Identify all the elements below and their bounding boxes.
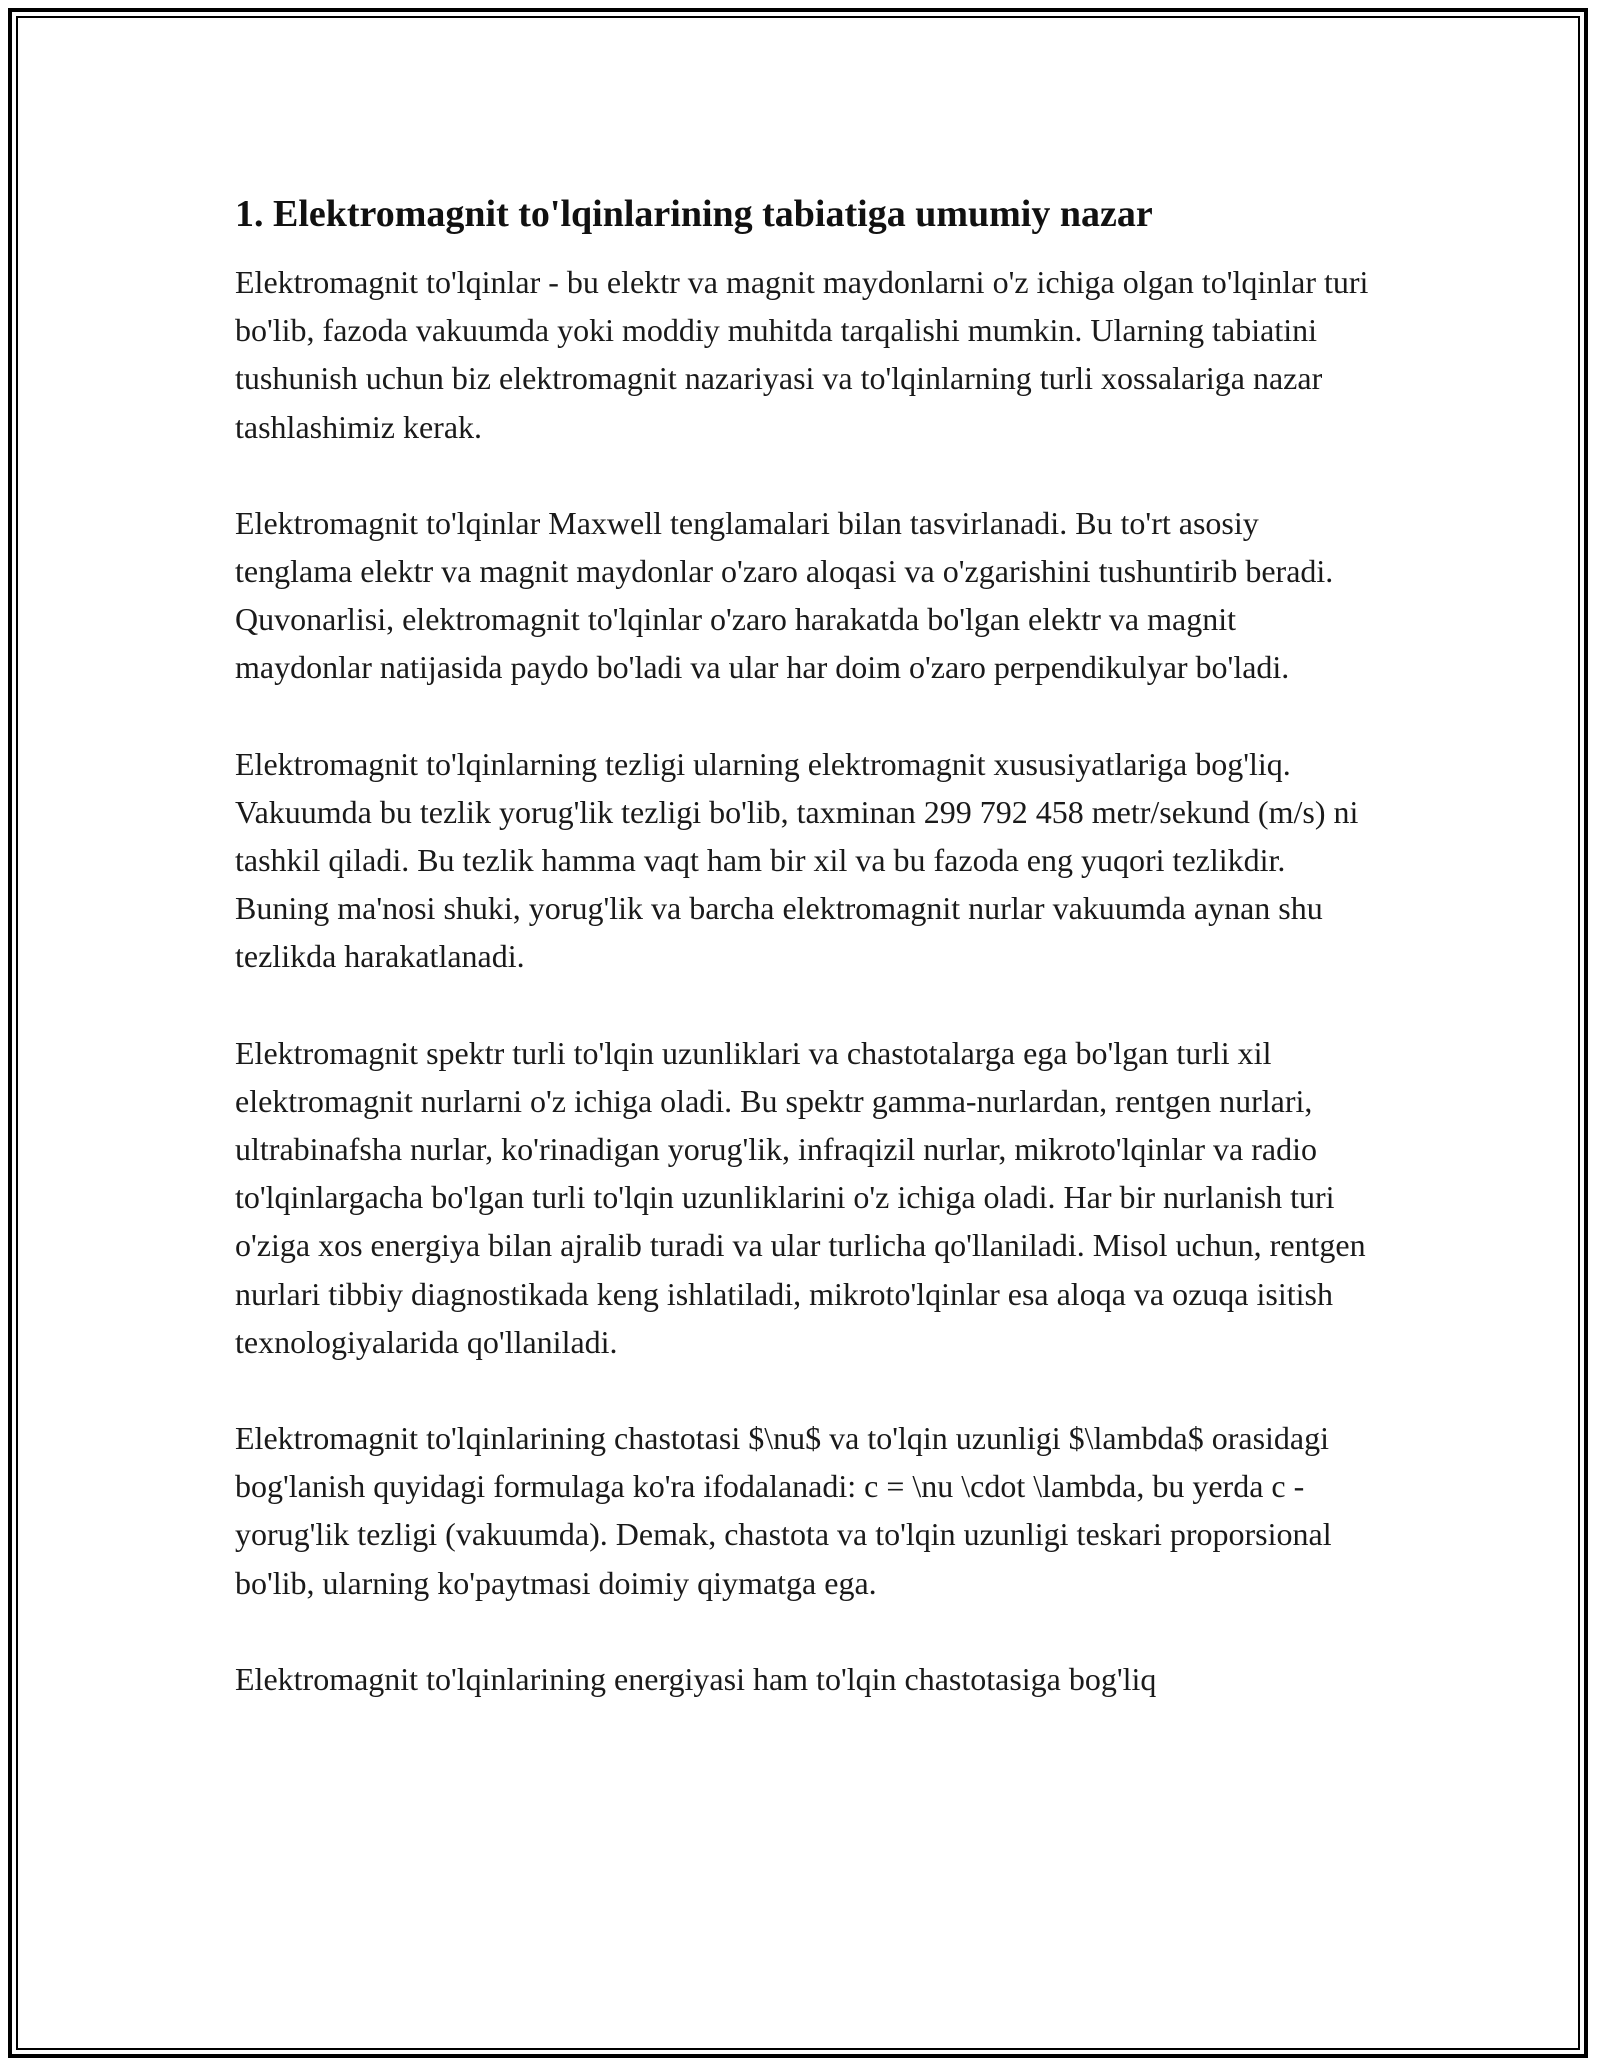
paragraph-energy: Elektromagnit to'lqinlarining energiyasi ham to'lqin chastotasiga bog'liq	[235, 1660, 1157, 1697]
paragraph-intro: Elektromagnit to'lqinlar - bu elektr va magnit maydonlarni o'z ichiga olgan to'lqinlar turi bo'lib, fazoda vakuumda yoki moddiy muhitda tarqalishi mumkin. Ularning tabiatini tushunish uchun biz elektromagnit nazariyasi va to'lqinlarning turli xossalariga nazar tashlashimiz kerak.	[235, 264, 1369, 445]
paragraph-speed: Elektromagnit to'lqinlarning tezligi ularning elektromagnit xususiyatlariga bog'liq. Vakuumda bu tezlik yorug'lik tezligi bo'lib, taxminan 299 792 458 metr/sekund (m/s) ni tashkil qiladi. Bu tezlik hamma vaqt ham bir xil va bu fazoda eng yuqori tezlikdir. Buning ma'nosi shuki, yorug'lik va barcha elektromagnit nurlar vakuumda aynan shu tezlikda harakatlanadi.	[235, 745, 1359, 975]
paragraph-spectrum: Elektromagnit spektr turli to'lqin uzunliklari va chastotalarga ega bo'lgan turli xil elektromagnit nurlarni o'z ichiga oladi. Bu spektr gamma-nurlardan, rentgen nurlari, ultrabinafsha nurlar, ko'rinadigan yorug'lik, infraqizil nurlar, mikroto'lqinlar va radio to'lqinlargacha bo'lgan turli to'lqin uzunliklarini o'z ichiga oladi. Har bir nurlanish turi o'ziga xos energiya bilan ajralib turadi va ular turlicha qo'llaniladi. Misol uchun, rentgen nurlari tibbiy diagnostikada keng ishlatiladi, mikroto'lqinlar esa aloqa va ozuqa isitish texnologiyalarida qo'llaniladi.	[235, 1034, 1366, 1360]
paragraph-frequency-wavelength: Elektromagnit to'lqinlarining chastotasi $\nu$ va to'lqin uzunligi $\lambda$ orasidagi bog'lanish quyidagi formulaga ko'ra ifodalanadi: c = \nu \cdot \lambda, bu yerda c - yorug'lik tezligi (vakuumda). Demak, chastota va to'lqin uzunligi teskari proporsional bo'lib, ularning ko'paytmasi doimiy qiymatga ega.	[235, 1420, 1332, 1601]
paragraph-maxwell: Elektromagnit to'lqinlar Maxwell tenglamalari bilan tasvirlanadi. Bu to'rt asosiy tenglama elektr va magnit maydonlar o'zaro aloqasi va o'zgarishini tushuntirib beradi. Quvonarlisi, elektromagnit to'lqinlar o'zaro harakatda bo'lgan elektr va magnit maydonlar natijasida paydo bo'ladi va ular har doim o'zaro perpendikulyar bo'ladi.	[235, 504, 1334, 686]
section-heading: 1. Elektromagnit to'lqinlarining tabiatiga umumiy nazar	[235, 193, 1153, 235]
document-body	[235, 190, 1370, 1703]
